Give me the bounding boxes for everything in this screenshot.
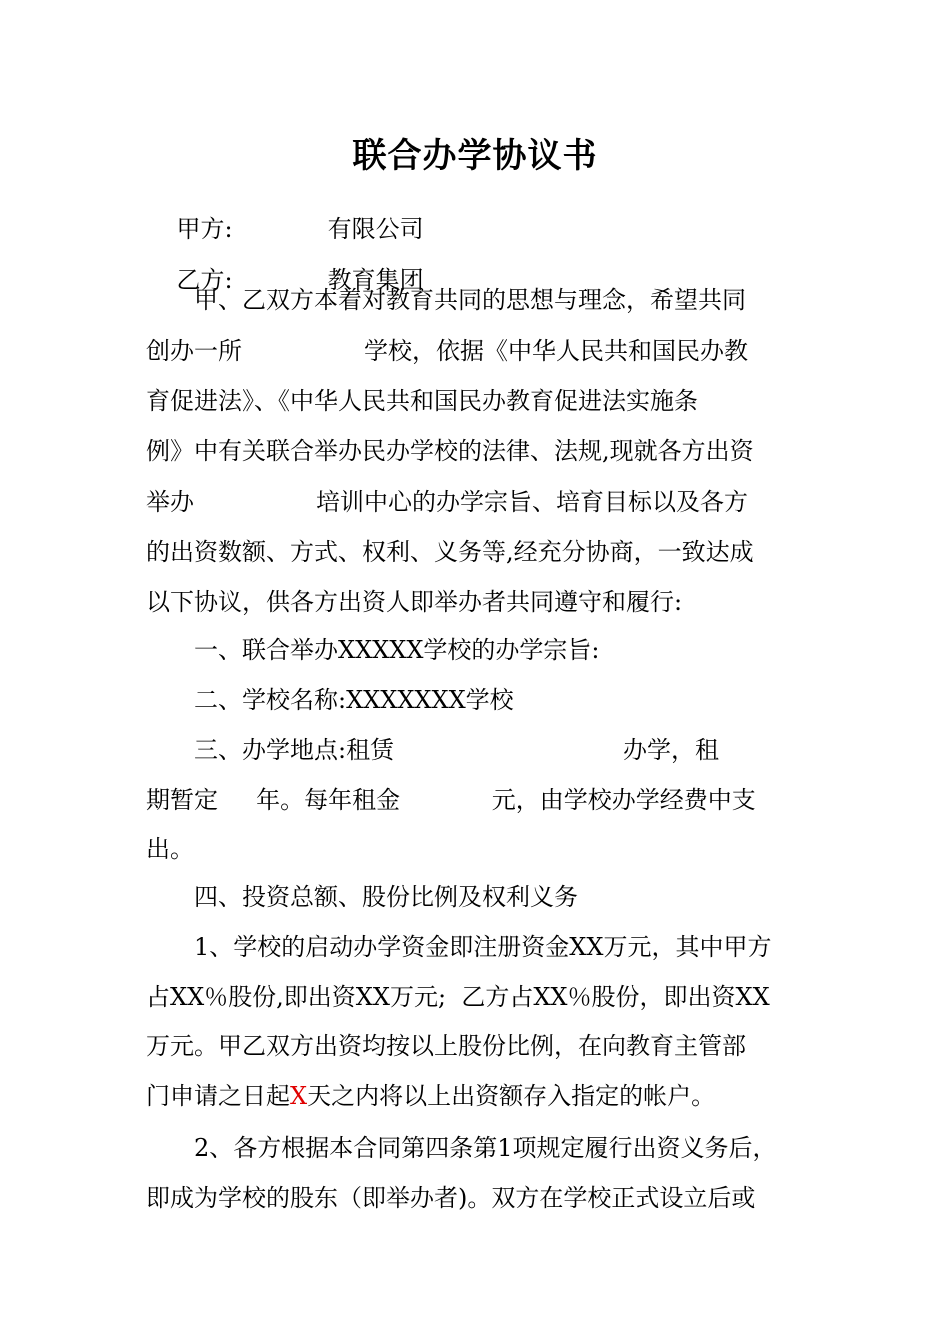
line-text: 天之内将以上出资额存入指定的帐户。	[307, 1082, 716, 1110]
body-line: 创办一所 学校，依据《中华人民共和国民办教	[146, 337, 749, 365]
body-line: 以下协议，供各方出资人即举办者共同遵守和履行:	[146, 588, 683, 616]
body-line: 育促进法》、《中华人民共和国民办教育促进法实施条	[146, 387, 698, 415]
body-line: 甲、乙双方本着对教育共同的思想与理念，希望共同	[194, 286, 746, 314]
document-title: 联合办学协议书	[352, 136, 598, 176]
body-line: 1、学校的启动办学资金即注册资金XX万元，其中甲方	[194, 933, 772, 961]
party-a-label: 甲方:	[176, 215, 233, 243]
section-2-heading: 二、学校名称:XXXXXXX学校	[194, 686, 514, 714]
body-line: 2、各方根据本合同第四条第1项规定履行出资义务后，	[194, 1134, 777, 1162]
body-line: 例》中有关联合举办民办学校的法律、法规,现就各方出资	[146, 437, 754, 465]
section-3-heading: 三、办学地点:租赁 办学，租	[194, 736, 719, 764]
section-4-heading: 四、投资总额、股份比例及权利义务	[194, 883, 578, 911]
section-1-heading: 一、联合举办XXXXX学校的办学宗旨:	[194, 636, 600, 664]
party-b-name: 教育集团	[327, 266, 424, 294]
body-line: 出。	[146, 835, 194, 863]
line-text: 门申请之日起	[146, 1082, 290, 1110]
body-line: 期暂定 年。每年租金 元，由学校办学经费中支	[146, 786, 756, 814]
body-line: 万元。甲乙双方出资均按以上股份比例，在向教育主管部	[146, 1032, 746, 1060]
body-line: 举办 培训中心的办学宗旨、培育目标以及各方	[146, 488, 749, 516]
body-line	[146, 1081, 715, 1111]
highlighted-placeholder: X	[290, 1082, 308, 1110]
party-a-name: 有限公司	[327, 215, 424, 243]
body-line: 占XX％股份,即出资XX万元; 乙方占XX％股份，即出资XX	[146, 983, 770, 1011]
body-line: 即成为学校的股东（即举办者)。双方在学校正式设立后或	[146, 1184, 756, 1212]
party-b-label: 乙方:	[176, 266, 233, 294]
body-line: 的出资数额、方式、权利、义务等,经充分协商，一致达成	[146, 538, 754, 566]
